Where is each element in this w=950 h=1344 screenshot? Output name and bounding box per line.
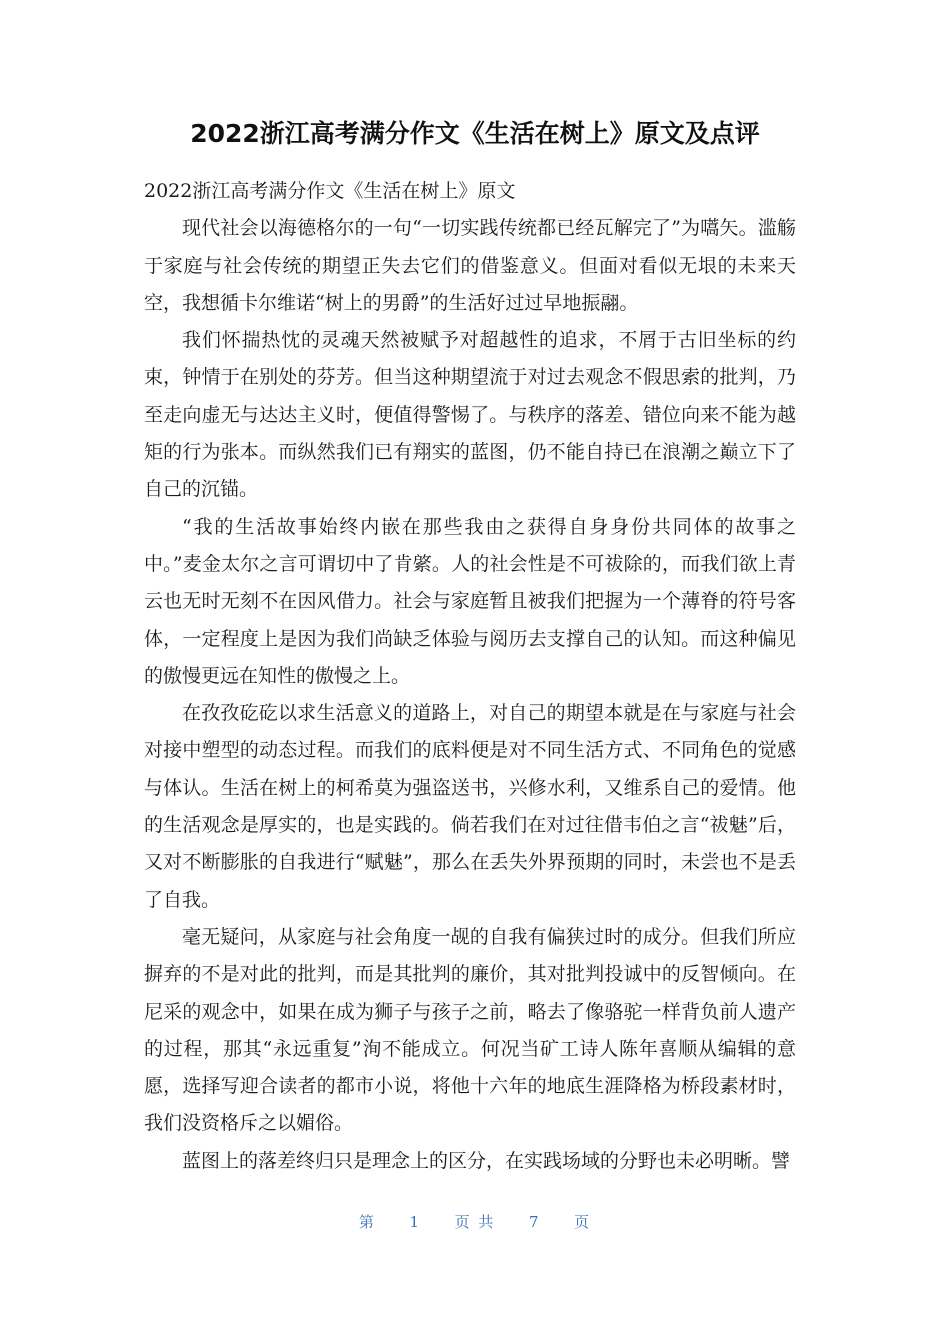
document-body: [144, 173, 796, 1180]
page-footer: [0, 1208, 950, 1236]
page-title: 2022浙江高考满分作文《生活在树上》原文及点评: [190, 119, 760, 148]
paragraph: 蓝图上的落差终归只是理念上的区分，在实践场域的分野也未必明晰。譬: [182, 1149, 791, 1172]
footer-total-pages: 7: [528, 1213, 541, 1231]
paragraph: “我的生活故事始终内嵌在那些我由之获得自身身份共同体的故事之中。”麦金太尔之言可谓切中了肯綮。人的社会性是不可祓除的，而我们欲上青云也无时无刻不在因风借力。社会与家庭暂且被我们把握为一个薄脊的符号客体，一定程度上是因为我们尚缺乏体验与阅历去支撑自己的认知。而这种偏见的傲慢更远在知性的傲慢之上。: [144, 515, 796, 687]
document-subtitle: 2022浙江高考满分作文《生活在树上》原文: [144, 180, 516, 202]
paragraph: 在孜孜矻矻以求生活意义的道路上，对自己的期望本就是在与家庭与社会对接中塑型的动态过程。而我们的底料便是对不同生活方式、不同角色的觉感与体认。生活在树上的柯希莫为强盗送书，兴修水利，又维系自己的爱情。他的生活观念是厚实的，也是实践的。倘若我们在对过往借韦伯之言“祓魅”后，又对不断膨胀的自我进行“赋魅”，那么在丢失外界预期的同时，未尝也不是丢了自我。: [144, 702, 796, 911]
footer-of-label: 页 共: [454, 1213, 496, 1231]
paragraph: 毫无疑问，从家庭与社会角度一觇的自我有偏狭过时的成分。但我们所应摒弃的不是对此的批判，而是其批判的廉价，其对批判投诚中的反智倾向。在尼采的观念中，如果在成为狮子与孩子之前，略去了像骆驼一样背负前人遗产的过程，那其“永远重复”洵不能成立。何况当矿工诗人陈年喜顺从编辑的意愿，选择写迎合读者的都市小说，将他十六年的地底生涯降格为桥段素材时，我们没资格斥之以媚俗。: [144, 925, 796, 1135]
paragraph: 我们怀揣热忱的灵魂天然被赋予对超越性的追求，不屑于古旧坐标的约束，钟情于在别处的芬芳。但当这种期望流于对过去观念不假思索的批判，乃至走向虚无与达达主义时，便值得警惕了。与秩序的落差、错位向来不能为越矩的行为张本。而纵然我们已有翔实的蓝图，仍不能自持已在浪潮之巅立下了自己的沉锚。: [144, 329, 796, 501]
footer-current-page: 1: [409, 1213, 422, 1231]
footer-page-label: 第: [358, 1213, 376, 1231]
paragraph: 现代社会以海德格尔的一句“一切实践传统都已经瓦解完了”为嚆矢。滥觞于家庭与社会传统的期望正失去它们的借鉴意义。但面对看似无垠的未来天空，我想循卡尔维诺“树上的男爵”的生活好过过早地振翮。: [144, 217, 796, 314]
footer-end-label: 页: [574, 1213, 592, 1231]
